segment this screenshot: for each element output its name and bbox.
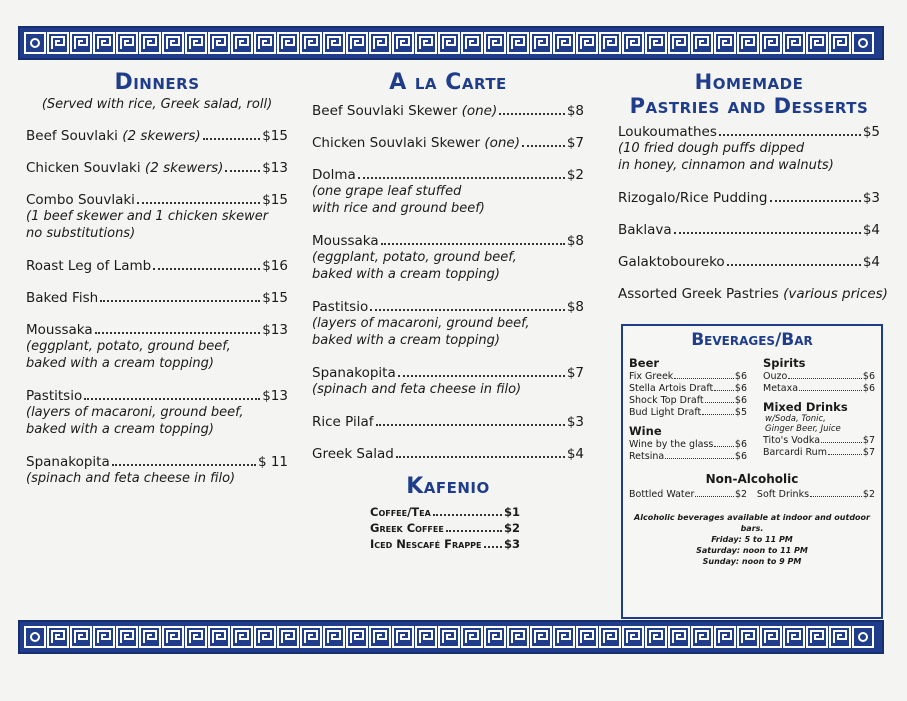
greek-key-icon — [737, 32, 759, 54]
greek-key-icon — [185, 32, 207, 54]
greek-key-icon — [277, 626, 299, 648]
item-price: $15 — [262, 192, 288, 208]
greek-key-icon — [829, 32, 851, 54]
item-name — [26, 258, 151, 274]
dot-leader — [828, 448, 862, 455]
greek-key-icon — [484, 32, 506, 54]
greek-key-icon — [323, 32, 345, 54]
greek-key-icon — [576, 32, 598, 54]
dot-leader — [695, 490, 734, 497]
item-name-text: Pastitsio — [26, 388, 83, 404]
greek-key-icon — [139, 32, 161, 54]
greek-key-border-top — [18, 26, 884, 60]
hours-line: Sunday: noon to 9 PM — [702, 557, 802, 566]
item-price: $2 — [503, 521, 520, 535]
greek-key-icon — [829, 626, 851, 648]
item-name: Fix Greek — [629, 371, 674, 382]
greek-key-icon — [783, 626, 805, 648]
circle-ornament-icon — [852, 32, 874, 54]
kafenio-item — [370, 521, 520, 535]
greek-key-icon — [691, 32, 713, 54]
greek-key-icon — [185, 626, 207, 648]
dot-leader — [446, 522, 502, 532]
item-name — [26, 128, 201, 144]
greek-key-icon — [507, 626, 529, 648]
item-name: Bottled Water — [629, 489, 695, 500]
menu-item — [312, 233, 584, 283]
item-name: Iced Nescafé Frappe — [370, 537, 482, 551]
dot-leader — [84, 390, 260, 400]
hours-line: Saturday: noon to 11 PM — [696, 546, 808, 555]
menu-item — [618, 254, 880, 270]
greek-key-icon — [346, 626, 368, 648]
item-name-text: Dolma — [312, 167, 356, 183]
pastries-heading-line2: Pastries and Desserts — [629, 94, 869, 118]
alacarte-section — [312, 70, 584, 551]
item-name — [312, 446, 394, 462]
dot-leader — [719, 126, 861, 136]
item-name-text: Loukoumathes — [618, 124, 717, 140]
item-description: (layers of macaroni, ground beef, — [312, 316, 530, 331]
item-price: $7 — [566, 135, 584, 151]
item-price: $4 — [862, 222, 880, 238]
menu-item — [26, 388, 288, 438]
mixed-drinks-list — [763, 435, 875, 458]
item-description: (layers of macaroni, ground beef, — [26, 405, 244, 420]
beverage-item — [763, 447, 875, 458]
beverage-item — [629, 395, 747, 406]
item-name-text: Moussaka — [312, 233, 379, 249]
kafenio-heading: Kafenio — [406, 474, 490, 499]
item-price: $6 — [734, 395, 747, 406]
greek-key-icon — [553, 626, 575, 648]
item-name — [312, 167, 356, 183]
dot-leader — [788, 372, 862, 379]
circle-ornament-icon — [24, 626, 46, 648]
item-note: (2 skewers) — [144, 160, 224, 176]
menu-item — [26, 192, 288, 242]
dot-leader — [137, 194, 260, 204]
greek-key-icon — [116, 626, 138, 648]
dot-leader — [112, 456, 256, 466]
dot-leader — [95, 324, 261, 334]
item-name — [618, 222, 672, 238]
dot-leader — [358, 169, 565, 179]
item-price: $6 — [734, 439, 747, 450]
item-name: Shock Top Draft — [629, 395, 704, 406]
beverage-item — [763, 435, 875, 446]
item-name — [26, 322, 93, 338]
menu-item — [312, 167, 584, 217]
beer-list — [629, 371, 747, 418]
item-description: (1 beef skewer and 1 chicken skewer — [26, 209, 269, 224]
greek-key-icon — [300, 626, 322, 648]
greek-key-icon — [70, 32, 92, 54]
greek-key-icon — [116, 32, 138, 54]
item-name: Greek Coffee — [370, 521, 444, 535]
item-price: $5 — [734, 407, 747, 418]
menu-item — [618, 222, 880, 238]
menu-item — [26, 454, 288, 487]
greek-key-icon — [139, 626, 161, 648]
item-name-text: Chicken Souvlaki — [26, 160, 141, 176]
item-name — [618, 124, 717, 140]
beverages-heading: Beverages/Bar — [691, 330, 813, 350]
menu-item — [312, 365, 584, 398]
dot-leader — [770, 192, 861, 202]
item-name — [26, 290, 98, 306]
greek-key-icon — [668, 626, 690, 648]
dot-leader — [522, 137, 565, 147]
item-name: Stella Artois Draft — [629, 383, 714, 394]
greek-key-icon — [760, 32, 782, 54]
item-price: $3 — [566, 414, 584, 430]
item-name-text: Rice Pilaf — [312, 414, 374, 430]
menu-item — [26, 128, 288, 144]
item-name-text: Greek Salad — [312, 446, 394, 462]
wine-heading: Wine — [629, 424, 662, 438]
beverages-left-column — [629, 354, 747, 462]
dot-leader — [225, 162, 260, 172]
dot-leader — [433, 506, 502, 516]
item-price: $8 — [566, 299, 584, 315]
item-description: in honey, cinnamon and walnuts) — [618, 158, 834, 173]
item-price: $7 — [566, 365, 584, 381]
item-name-text: Baked Fish — [26, 290, 99, 306]
greek-key-icon — [162, 626, 184, 648]
menu-item — [26, 322, 288, 372]
menu-item — [312, 299, 584, 349]
item-name: Retsina — [629, 451, 665, 462]
item-price: $4 — [566, 446, 584, 462]
greek-key-icon — [323, 626, 345, 648]
dot-leader — [821, 436, 862, 443]
item-price: $ 11 — [257, 454, 288, 470]
greek-key-icon — [599, 626, 621, 648]
item-price: $7 — [862, 435, 875, 446]
greek-key-icon — [438, 32, 460, 54]
menu-item — [26, 258, 288, 274]
greek-key-icon — [530, 32, 552, 54]
greek-key-icon — [461, 626, 483, 648]
menu-item — [312, 446, 584, 462]
greek-key-icon — [300, 32, 322, 54]
kafenio-item — [370, 505, 520, 519]
greek-key-icon — [484, 626, 506, 648]
pastries-heading-line1: Homemade — [694, 70, 804, 94]
greek-key-icon — [369, 32, 391, 54]
dinners-subtitle: (Served with rice, Greek salad, roll) — [41, 97, 273, 112]
greek-key-icon — [576, 626, 598, 648]
item-price: $13 — [262, 322, 288, 338]
greek-key-icon — [162, 32, 184, 54]
item-description: baked with a cream topping) — [312, 333, 500, 348]
mixed-drinks-note: Ginger Beer, Juice — [765, 424, 841, 434]
greek-key-icon — [346, 32, 368, 54]
beverage-item — [629, 383, 747, 394]
greek-key-border-bottom — [18, 620, 884, 654]
item-name — [312, 103, 497, 119]
greek-key-icon — [553, 32, 575, 54]
beverages-right-column — [763, 354, 875, 462]
item-description: (spinach and feta cheese in filo) — [26, 471, 236, 486]
greek-key-icon — [507, 32, 529, 54]
greek-key-icon — [645, 32, 667, 54]
item-price: $2 — [566, 167, 584, 183]
item-description: no substitutions) — [26, 226, 136, 241]
menu-item — [618, 124, 880, 174]
greek-key-icon — [691, 626, 713, 648]
item-description: (10 fried dough puffs dipped — [618, 141, 805, 156]
item-name: Coffee/Tea — [370, 505, 431, 519]
item-name: Bud Light Draft — [629, 407, 702, 418]
mixed-drinks-heading: Mixed Drinks — [763, 400, 848, 414]
item-description: baked with a cream topping) — [312, 267, 500, 282]
item-name: Tito's Vodka — [763, 435, 821, 446]
item-note: (one) — [461, 103, 498, 119]
item-price: $6 — [862, 383, 875, 394]
dot-leader — [203, 130, 261, 140]
item-name-text: Beef Souvlaki Skewer — [312, 103, 458, 119]
item-price: $3 — [862, 190, 880, 206]
dot-leader — [484, 538, 502, 548]
dot-leader — [398, 367, 565, 377]
greek-key-icon — [392, 626, 414, 648]
greek-key-icon — [530, 626, 552, 648]
greek-key-icon — [415, 626, 437, 648]
item-note: (various prices) — [783, 286, 888, 302]
beverage-item — [763, 383, 875, 394]
kafenio-item — [370, 537, 520, 551]
item-price: $2 — [734, 489, 748, 500]
greek-key-icon — [714, 32, 736, 54]
dot-leader — [153, 260, 260, 270]
greek-key-icon — [369, 626, 391, 648]
hours-line: Alcoholic beverages available at indoor and outdoor bars. — [634, 513, 870, 533]
item-price: $15 — [262, 290, 288, 306]
non-alcoholic-heading: Non-Alcoholic — [705, 472, 799, 486]
greek-key-icon — [47, 626, 69, 648]
dot-leader — [714, 440, 734, 447]
dot-leader — [799, 384, 862, 391]
beverage-item — [757, 489, 875, 500]
alacarte-list — [312, 103, 584, 462]
dot-leader — [381, 235, 565, 245]
dot-leader — [674, 224, 861, 234]
item-name — [312, 365, 396, 381]
beverage-item — [763, 371, 875, 382]
item-price: $16 — [262, 258, 288, 274]
item-description: baked with a cream topping) — [26, 422, 214, 437]
beverage-item — [629, 451, 747, 462]
menu-item — [312, 414, 584, 430]
dot-leader — [705, 396, 734, 403]
greek-key-icon — [760, 626, 782, 648]
greek-key-icon — [599, 32, 621, 54]
item-name-text: Beef Souvlaki — [26, 128, 118, 144]
item-price: $4 — [862, 254, 880, 270]
item-price: $6 — [734, 383, 747, 394]
greek-key-icon — [93, 626, 115, 648]
dot-leader — [499, 105, 565, 115]
kafenio-list — [370, 505, 520, 551]
item-name — [312, 299, 368, 315]
greek-key-icon — [714, 626, 736, 648]
item-name — [312, 414, 374, 430]
greek-key-icon — [737, 626, 759, 648]
dinners-list — [26, 128, 288, 487]
item-name — [618, 254, 725, 270]
greek-key-icon — [438, 626, 460, 648]
dot-leader — [376, 416, 565, 426]
item-description: (one grape leaf stuffed — [312, 184, 462, 199]
greek-key-icon — [783, 32, 805, 54]
dot-leader — [702, 408, 734, 415]
kafenio-section — [312, 474, 584, 551]
item-name: Barcardi Rum — [763, 447, 827, 458]
item-name-text: Galaktoboureko — [618, 254, 725, 270]
dot-leader — [665, 452, 734, 459]
dot-leader — [727, 256, 861, 266]
item-note: (2 skewers) — [122, 128, 201, 144]
item-description: baked with a cream topping) — [26, 356, 214, 371]
item-price: $13 — [262, 160, 288, 176]
menu-item — [312, 103, 584, 119]
menu-item — [618, 190, 880, 206]
item-name: Metaxa — [763, 383, 799, 394]
dot-leader — [370, 301, 565, 311]
item-price: $6 — [734, 371, 747, 382]
item-name: Assorted Greek Pastries — [618, 286, 779, 302]
item-name-text: Combo Souvlaki — [26, 192, 135, 208]
item-name-text: Spanakopita — [26, 454, 110, 470]
item-name-text: Chicken Souvlaki Skewer — [312, 135, 481, 151]
beverage-item — [629, 371, 747, 382]
item-name — [312, 135, 520, 151]
menu-item — [618, 286, 888, 302]
item-description: (eggplant, potato, ground beef, — [26, 339, 231, 354]
item-name-text: Rizogalo/Rice Pudding — [618, 190, 768, 206]
bar-hours — [629, 512, 875, 567]
item-price: $15 — [262, 128, 288, 144]
item-price: $7 — [862, 447, 875, 458]
item-name — [26, 192, 135, 208]
greek-key-icon — [806, 626, 828, 648]
item-name-text: Spanakopita — [312, 365, 396, 381]
greek-key-icon — [622, 32, 644, 54]
item-name — [618, 190, 768, 206]
greek-key-icon — [208, 626, 230, 648]
item-name — [312, 233, 379, 249]
item-name: Soft Drinks — [756, 489, 810, 500]
item-price: $13 — [262, 388, 288, 404]
item-price: $3 — [503, 537, 520, 551]
beer-heading: Beer — [629, 356, 660, 370]
dot-leader — [100, 292, 260, 302]
item-name — [26, 160, 223, 176]
greek-key-icon — [392, 32, 414, 54]
mixed-drinks-note: w/Soda, Tonic, — [765, 414, 826, 424]
dinners-section — [26, 70, 288, 487]
item-price: $8 — [566, 103, 584, 119]
alacarte-heading: A la Carte — [389, 70, 507, 95]
dinners-heading: Dinners — [114, 70, 200, 95]
greek-key-icon — [231, 626, 253, 648]
greek-key-icon — [47, 32, 69, 54]
spirits-heading: Spirits — [763, 356, 806, 370]
item-price: $8 — [566, 233, 584, 249]
item-description: (eggplant, potato, ground beef, — [312, 250, 517, 265]
greek-key-icon — [208, 32, 230, 54]
wine-list — [629, 439, 747, 462]
item-name-text: Moussaka — [26, 322, 93, 338]
item-note: (one) — [484, 135, 520, 151]
menu-item — [26, 290, 288, 306]
item-name — [26, 454, 110, 470]
circle-ornament-icon — [852, 626, 874, 648]
item-name: Ouzo — [763, 371, 788, 382]
dot-leader — [674, 372, 734, 379]
non-alcoholic-list — [629, 489, 875, 500]
item-name-text: Baklava — [618, 222, 672, 238]
item-price: $2 — [862, 489, 875, 500]
greek-key-icon — [231, 32, 253, 54]
menu-item — [312, 135, 584, 151]
beverages-box — [621, 324, 883, 619]
greek-key-icon — [254, 626, 276, 648]
greek-key-icon — [93, 32, 115, 54]
pastries-section — [618, 70, 888, 302]
hours-line: Friday: 5 to 11 PM — [711, 535, 793, 544]
item-price: $1 — [503, 505, 520, 519]
pastries-list — [618, 124, 880, 270]
greek-key-icon — [668, 32, 690, 54]
greek-key-icon — [622, 626, 644, 648]
greek-key-icon — [415, 32, 437, 54]
dot-leader — [714, 384, 734, 391]
spirits-list — [763, 371, 875, 394]
greek-key-icon — [254, 32, 276, 54]
item-price: $6 — [734, 451, 747, 462]
item-price: $5 — [862, 124, 880, 140]
greek-key-icon — [277, 32, 299, 54]
item-name-text: Roast Leg of Lamb — [26, 258, 152, 274]
item-price: $6 — [862, 371, 875, 382]
dot-leader — [810, 490, 862, 497]
item-name-text: Pastitsio — [312, 299, 369, 315]
beverage-item — [629, 489, 747, 500]
item-name: Wine by the glass — [629, 439, 714, 450]
item-description: (spinach and feta cheese in filo) — [312, 382, 522, 397]
greek-key-icon — [70, 626, 92, 648]
beverage-item — [629, 439, 747, 450]
item-description: with rice and ground beef) — [312, 201, 485, 216]
greek-key-icon — [806, 32, 828, 54]
circle-ornament-icon — [24, 32, 46, 54]
menu-item — [26, 160, 288, 176]
beverage-item — [629, 407, 747, 418]
item-name — [26, 388, 82, 404]
greek-key-icon — [645, 626, 667, 648]
dot-leader — [396, 448, 565, 458]
greek-key-icon — [461, 32, 483, 54]
